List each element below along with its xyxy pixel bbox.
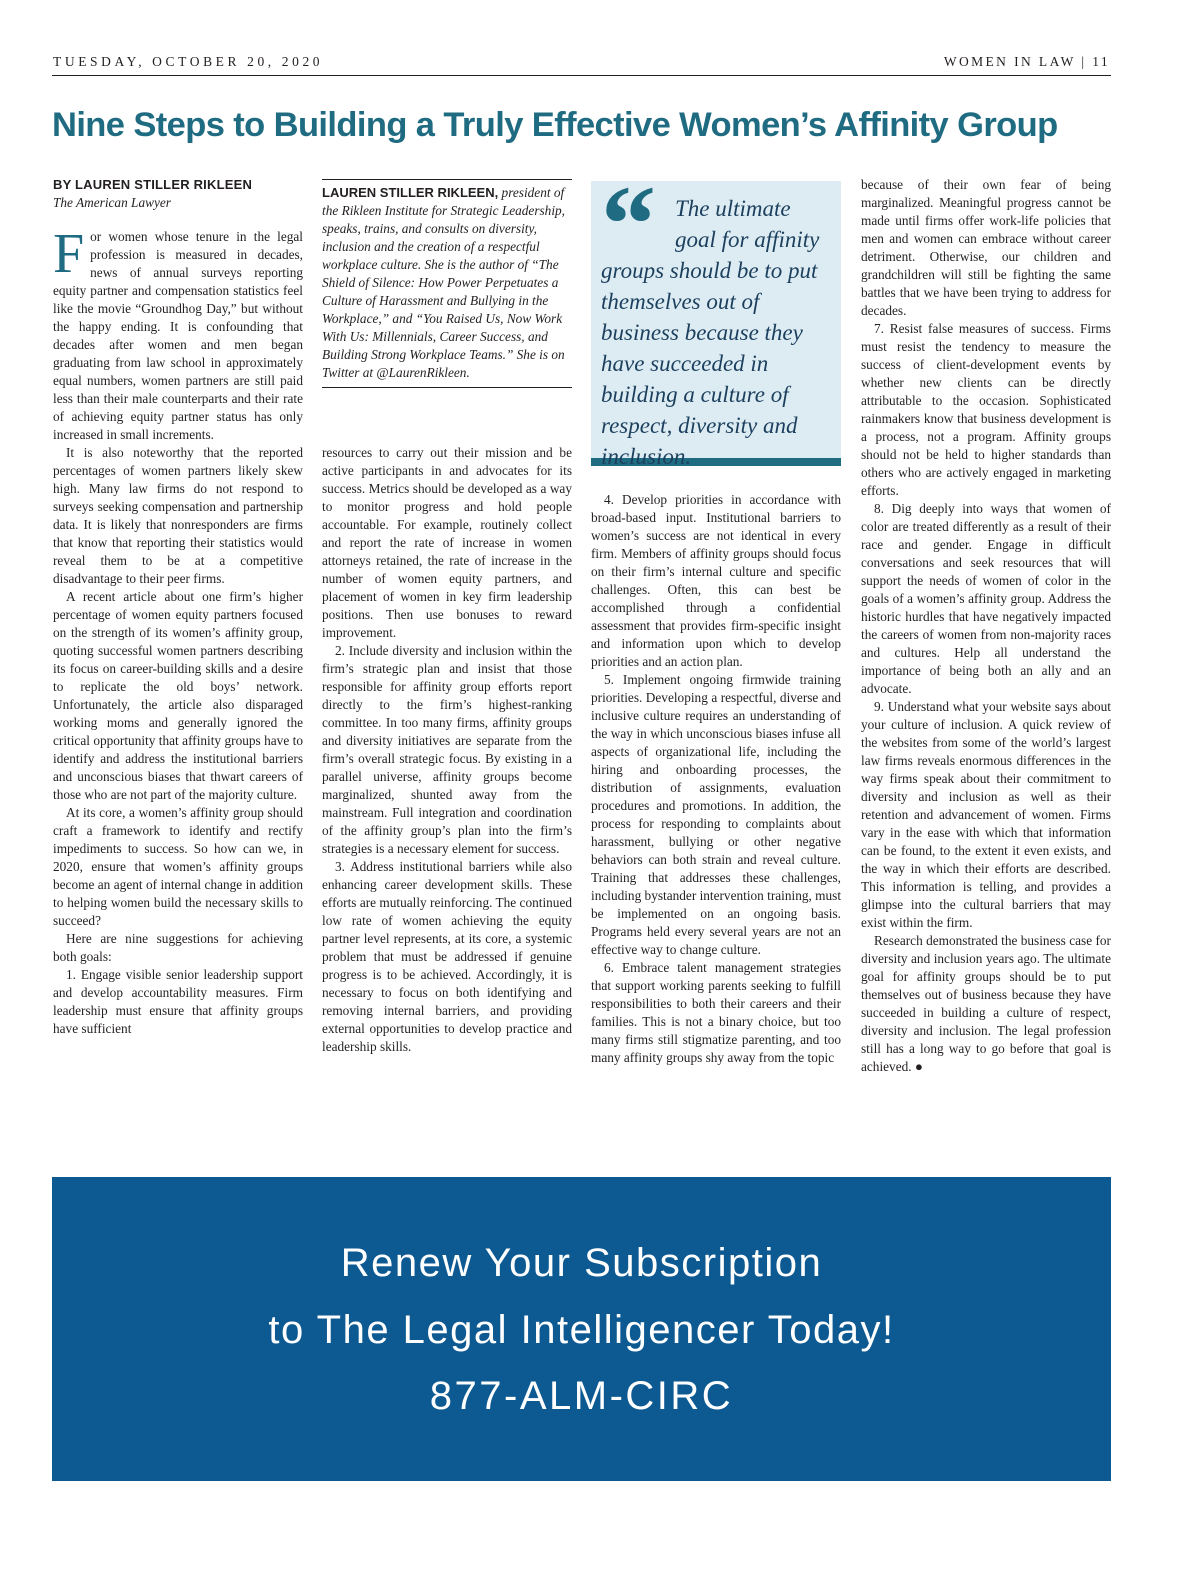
author-bio-text: president of the Rikleen Institute for Strategic Leadership, speaks, trains, and consults on diversity, inclusion and the creation of a respectful workplace culture. She is the author of “The Shield of Silence: How Power Perpetuates a Culture of Harassment and Bullying in the Workplace,” and “You Raised Us, Now Work With Us: Millennials, Career Success, and Building Strong Workplace Teams.” She is on Twitter at @LaurenRikleen. — [322, 185, 565, 380]
subscription-promo-banner[interactable] — [52, 1177, 1111, 1481]
pull-quote-line-1: The ultimate goal for affinity — [675, 196, 820, 252]
pull-quote — [591, 163, 841, 469]
pull-quote-text — [601, 193, 837, 472]
byline: BY LAUREN STILLER RIKLEEN — [53, 177, 253, 192]
byline-affiliation: The American Lawyer — [53, 195, 171, 210]
header-date: TUESDAY, OCTOBER 20, 2020 — [53, 54, 324, 69]
article-column-2 — [322, 444, 572, 1056]
paragraph: resources to carry out their mission and be active participants in and advocates for its success. Metrics should be developed as a way to monitor progress and hold people accountable. For example, routinely collect and report the rate of increase in women attorneys retained, the rate of increase in the number of women equity partners, and placement of women in key firm leadership positions. Then use bonuses to reward improvement. — [322, 445, 572, 640]
paragraph: 9. Understand what your website says about your culture of inclusion. A quick review of the websites from some of the world’s largest law firms reveals enormous differences in the way firms speak about their commitment to diversity and inclusion as well as their retention and advancement of women. Firms vary in the ease with which that information can be found, to the extent it even exists, and the way in which their efforts are described. This information is telling, and provides a glimpse into the cultural barriers that may exist within the firm. — [861, 699, 1111, 930]
article-column-1 — [53, 176, 303, 1038]
paragraph: 6. Embrace talent management strategies that support working parents seeking to fulfill responsibilities to both their careers and their families. This is not a binary choice, but too many firms still stigmatize parenting, and too many affinity groups shy away from the topic — [591, 960, 841, 1065]
pull-quote-rest: groups should be to put themselves out of business because they have succeeded in building a culture of respect, diversity and inclusion. — [601, 258, 818, 469]
author-bio-name: LAUREN STILLER RIKLEEN, — [322, 185, 499, 200]
article-column-3 — [591, 491, 841, 1067]
promo-line-1: Renew Your Subscription — [340, 1241, 823, 1285]
paragraph: Here are nine suggestions for achieving both goals: — [53, 931, 303, 964]
lead-paragraph-text: or women whose tenure in the legal profession is measured in decades, news of annual surveys reporting equity partner and compensation statistics feel like the movie “Groundhog Day,” but without the happy ending. It is confounding that decades after women and men began graduating from law school in approximately equal numbers, women partners are still paid less than their male counterparts and their rate of achieving equity partner status has only increased in small increments. — [53, 229, 303, 442]
paragraph: 4. Develop priorities in accordance with broad-based input. Institutional barriers to women’s success are not identical in every firm. Members of affinity groups should focus on their firm’s internal culture and specific challenges. Often, this can best be accomplished through a confidential assessment that provides firm-specific insight and information upon which to develop priorities and an action plan. — [591, 492, 841, 669]
article-column-4 — [861, 176, 1111, 1076]
header-rule — [52, 75, 1111, 76]
paragraph: 3. Address institutional barriers while also enhancing career development skills. These efforts are mutually reinforcing. The continued low rate of women achieving the equity partner level represents, at its core, a systemic problem that must be addressed if genuine progress is to be achieved. Accordingly, it is necessary to focus on both identifying and removing internal barriers, and providing external opportunities to develop practice and leadership skills. — [322, 859, 572, 1054]
paragraph: 7. Resist false measures of success. Firms must resist the tendency to measure the success of client-development events by whether new clients can be directly attributable to the occasion. Sophisticated rainmakers know that business development is a process, not a program. Affinity groups should not be held to higher standards than others who are actively engaged in marketing efforts. — [861, 321, 1111, 498]
article-title: Nine Steps to Building a Truly Effective Women’s Affinity Group — [52, 106, 1058, 144]
paragraph: 1. Engage visible senior leadership support and develop accountability measures. Firm leadership must ensure that affinity groups have sufficient — [53, 967, 303, 1036]
paragraph: 8. Dig deeply into ways that women of color are treated differently as a result of their race and gender. Engage in difficult conversations and seek resources that will support the needs of women of color in the goals of a women’s affinity group. Address the historic hurdles that have negatively impacted the careers of women from non-majority races and cultures. Help all understand the importance of being both an ally and an advocate. — [861, 501, 1111, 696]
paragraph: A recent article about one firm’s higher percentage of women equity partners focused on the strength of its women’s affinity group, quoting successful women partners describing its focus on career-building skills and a desire to replicate the old boys’ network. Unfortunately, the article also disparaged working moms and generally ignored the critical opportunity that affinity groups have to identify and address the institutional barriers and unconscious biases that thwart careers of those who are not part of the majority culture. — [53, 589, 303, 802]
paragraph: 5. Implement ongoing firmwide training priorities. Developing a respectful, diverse and inclusive culture requires an understanding of the way in which unconscious biases infuse all aspects of organizational life, including the hiring and onboarding processes, the distribution of assignments, evaluation procedures and promotions. In addition, the process for responding to complaints about harassment, bullying or other negative behaviors can both strain and reveal culture. Training that addresses these challenges, including bystander intervention training, must be implemented on an ongoing basis. Programs held every several years are not an effective way to change culture. — [591, 672, 842, 957]
paragraph: At its core, a women’s affinity group should craft a framework to identify and rectify impediments to success. So how can we, in 2020, ensure that women’s affinity groups become an agent of internal change in addition to helping women build the necessary skills to succeed? — [53, 805, 303, 928]
paragraph: because of their own fear of being marginalized. Meaningful progress cannot be made until firms offer work-life policies that men and women can embrace without career detriment. Otherwise, our children and grandchildren will still be fighting the same battles that we have been trying to address for decades. — [861, 177, 1111, 318]
paragraph: It is also noteworthy that the reported percentages of women partners likely skew high. Many law firms do not respond to surveys seeking compensation and partnership data. It is likely that nonresponders are firms that know that reporting their statistics would reveal them to be at a competitive disadvantage to their peer firms. — [53, 445, 303, 586]
paragraph: 2. Include diversity and inclusion within the firm’s strategic plan and insist that those responsible for affinity group efforts report directly to the firm’s highest-ranking committee. In too many firms, affinity groups and diversity initiatives are separate from the firm’s overall strategic focus. By existing in a parallel universe, affinity groups become marginalized, shunted away from the mainstream. Full integration and coordination of the affinity group’s plan into the firm’s strategies is a necessary element for success. — [322, 643, 572, 856]
drop-cap: F — [53, 223, 85, 285]
paragraph: Research demonstrated the business case for diversity and inclusion years ago. The ultimate goal for affinity groups should be to put themselves out of business because they have succeeded in building a culture of respect, diversity and inclusion. The legal profession still has a long way to go before that goal is achieved. ● — [861, 933, 1111, 1074]
author-bio — [322, 179, 572, 388]
header-publication-page: WOMEN IN LAW | 11 — [943, 54, 1110, 69]
lead-paragraph — [53, 223, 303, 444]
promo-line-2: to The Legal Intelligencer Today! — [268, 1308, 895, 1352]
quote-mark-icon: “ — [601, 163, 656, 285]
promo-phone-number[interactable]: 877-ALM-CIRC — [429, 1374, 734, 1418]
